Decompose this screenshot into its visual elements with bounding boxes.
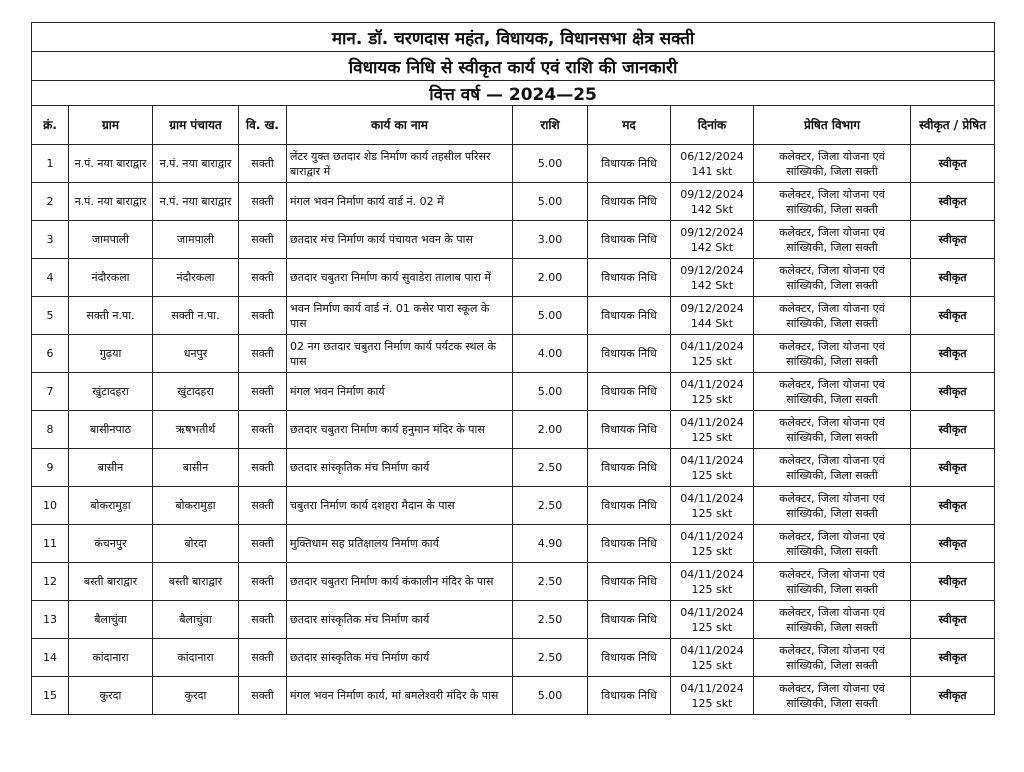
row-status: स्वीकृत — [911, 373, 995, 411]
row-sno: 5 — [32, 297, 69, 335]
row-sno: 1 — [32, 145, 69, 183]
row-vikhand: सक्ती — [239, 373, 287, 411]
row-vikhand: सक्ती — [239, 411, 287, 449]
document-sheet — [31, 22, 994, 715]
row-head: विधायक निधि — [588, 563, 671, 601]
table-row — [32, 639, 995, 677]
row-date-ref: 144 Skt — [690, 316, 734, 330]
row-sno: 3 — [32, 221, 69, 259]
document-title: मान. डॉ. चरणदास महंत, विधायक, विधानसभा क्षेत्र सक्ती — [32, 23, 995, 52]
row-vikhand: सक्ती — [239, 449, 287, 487]
table-row — [32, 259, 995, 297]
row-date — [671, 563, 754, 601]
col-header-status: स्वीकृत / प्रेषित — [911, 106, 995, 145]
row-panchayat: जामपाली — [153, 221, 239, 259]
row-date-value: 04/11/2024 — [680, 453, 744, 467]
row-panchayat: बोरदा — [153, 525, 239, 563]
row-sno: 13 — [32, 601, 69, 639]
row-vikhand: सक्ती — [239, 563, 287, 601]
row-date — [671, 449, 754, 487]
table-row — [32, 297, 995, 335]
row-date — [671, 601, 754, 639]
row-date-ref: 125 skt — [691, 506, 733, 520]
table-row — [32, 525, 995, 563]
col-header-date: दिनांक — [671, 106, 754, 145]
row-work-name: चबुतरा निर्माण कार्य दशहरा मैदान के पास — [287, 487, 513, 525]
row-sno: 10 — [32, 487, 69, 525]
col-header-sno: क्रं. — [32, 106, 69, 145]
row-work-name: छतदार चबुतरा निर्माण कार्य हनुमान मंदिर के पास — [287, 411, 513, 449]
row-work-name: छतदार सांस्कृतिक मंच निर्माण कार्य — [287, 601, 513, 639]
row-vikhand: सक्ती — [239, 601, 287, 639]
title-row-2 — [32, 52, 995, 81]
row-date-ref: 125 skt — [691, 620, 733, 634]
row-amount: 4.00 — [513, 335, 588, 373]
row-panchayat: खुंटादहरा — [153, 373, 239, 411]
row-amount: 2.50 — [513, 639, 588, 677]
row-work-name: छतदार सांस्कृतिक मंच निर्माण कार्य — [287, 449, 513, 487]
row-vikhand: सक्ती — [239, 259, 287, 297]
row-head: विधायक निधि — [588, 183, 671, 221]
row-status: स्वीकृत — [911, 525, 995, 563]
row-date-ref: 125 skt — [691, 582, 733, 596]
row-status: स्वीकृत — [911, 297, 995, 335]
row-date-value: 04/11/2024 — [680, 681, 744, 695]
row-amount: 2.50 — [513, 601, 588, 639]
row-dept: कलेक्टर, जिला योजना एवं सांख्यिकी, जिला सक्ती — [754, 145, 911, 183]
title-row-3 — [32, 81, 995, 106]
col-header-dept: प्रेषित विभाग — [754, 106, 911, 145]
row-head: विधायक निधि — [588, 487, 671, 525]
row-dept: कलेक्टर, जिला योजना एवं सांख्यिकी, जिला सक्ती — [754, 411, 911, 449]
row-dept: कलेक्टर, जिला योजना एवं सांख्यिकी, जिला सक्ती — [754, 525, 911, 563]
row-gram: बासीनपाठ — [69, 411, 153, 449]
table-row — [32, 145, 995, 183]
row-sno: 12 — [32, 563, 69, 601]
row-work-name: छतदार चबुतरा निर्माण कार्य सुवाडेरा तालाब पारा में — [287, 259, 513, 297]
row-gram: न.पं. नया बाराद्वार — [69, 145, 153, 183]
col-header-work: कार्य का नाम — [287, 106, 513, 145]
row-gram: कंचनपुर — [69, 525, 153, 563]
row-gram: बस्ती बाराद्वार — [69, 563, 153, 601]
row-panchayat: बोकरामुड़ा — [153, 487, 239, 525]
row-status: स्वीकृत — [911, 677, 995, 715]
row-date-value: 04/11/2024 — [680, 529, 744, 543]
row-vikhand: सक्ती — [239, 221, 287, 259]
row-amount: 2.50 — [513, 449, 588, 487]
table-row — [32, 449, 995, 487]
col-header-head: मद — [588, 106, 671, 145]
row-panchayat: धनपुर — [153, 335, 239, 373]
row-vikhand: सक्ती — [239, 639, 287, 677]
row-date — [671, 411, 754, 449]
row-status: स्वीकृत — [911, 259, 995, 297]
row-panchayat: बासीन — [153, 449, 239, 487]
row-work-name: छतदार सांस्कृतिक मंच निर्माण कार्य — [287, 639, 513, 677]
row-date-ref: 142 Skt — [690, 278, 734, 292]
row-head: विधायक निधि — [588, 449, 671, 487]
row-work-name: मंगल भवन निर्माण कार्य, मां बमलेश्वरी मंदिर के पास — [287, 677, 513, 715]
row-date-ref: 125 skt — [691, 544, 733, 558]
row-sno: 15 — [32, 677, 69, 715]
row-status: स्वीकृत — [911, 335, 995, 373]
row-date-value: 04/11/2024 — [680, 339, 744, 353]
row-status: स्वीकृत — [911, 145, 995, 183]
row-date — [671, 373, 754, 411]
row-head: विधायक निधि — [588, 639, 671, 677]
row-panchayat: न.पं. नया बाराद्वार — [153, 145, 239, 183]
row-head: विधायक निधि — [588, 335, 671, 373]
row-date-value: 04/11/2024 — [680, 605, 744, 619]
row-gram: कांदानारा — [69, 639, 153, 677]
row-work-name: भवन निर्माण कार्य वार्ड नं. 01 कसेर पारा स्कूल के पास — [287, 297, 513, 335]
row-gram: गुढ़या — [69, 335, 153, 373]
row-status: स्वीकृत — [911, 411, 995, 449]
row-dept: कलेक्टर, जिला योजना एवं सांख्यिकी, जिला सक्ती — [754, 601, 911, 639]
row-gram: नंदौरकला — [69, 259, 153, 297]
row-head: विधायक निधि — [588, 677, 671, 715]
row-dept: कलेक्टर, जिला योजना एवं सांख्यिकी, जिला सक्ती — [754, 487, 911, 525]
row-date-ref: 125 skt — [691, 468, 733, 482]
table-row — [32, 563, 995, 601]
row-amount: 5.00 — [513, 183, 588, 221]
row-head: विधायक निधि — [588, 411, 671, 449]
row-panchayat: बैलाचुंवा — [153, 601, 239, 639]
row-status: स्वीकृत — [911, 639, 995, 677]
row-head: विधायक निधि — [588, 145, 671, 183]
table-row — [32, 601, 995, 639]
row-amount: 2.00 — [513, 259, 588, 297]
row-date-value: 04/11/2024 — [680, 377, 744, 391]
column-header-row — [32, 106, 995, 145]
row-status: स्वीकृत — [911, 183, 995, 221]
row-sno: 8 — [32, 411, 69, 449]
row-sno: 9 — [32, 449, 69, 487]
row-panchayat: कुरदा — [153, 677, 239, 715]
row-date-ref: 142 Skt — [690, 240, 734, 254]
row-work-name: मुक्तिधाम सह प्रतिक्षालय निर्माण कार्य — [287, 525, 513, 563]
row-amount: 2.50 — [513, 487, 588, 525]
row-date-value: 06/12/2024 — [680, 149, 744, 163]
row-gram: बैलाचुंवा — [69, 601, 153, 639]
row-status: स्वीकृत — [911, 563, 995, 601]
row-vikhand: सक्ती — [239, 677, 287, 715]
table-row — [32, 373, 995, 411]
title-row-1 — [32, 23, 995, 52]
row-vikhand: सक्ती — [239, 183, 287, 221]
row-date — [671, 525, 754, 563]
row-date-value: 09/12/2024 — [680, 225, 744, 239]
row-date — [671, 297, 754, 335]
row-work-name: लेंटर युक्त छतदार शेड निर्माण कार्य तहसील परिसर बाराद्वार में — [287, 145, 513, 183]
row-head: विधायक निधि — [588, 601, 671, 639]
row-sno: 14 — [32, 639, 69, 677]
row-date-value: 09/12/2024 — [680, 187, 744, 201]
row-amount: 5.00 — [513, 145, 588, 183]
row-panchayat: सक्ती न.पा. — [153, 297, 239, 335]
row-date — [671, 259, 754, 297]
row-sno: 7 — [32, 373, 69, 411]
row-work-name: 02 नग छतदार चबुतरा निर्माण कार्य पर्यटक स्थल के पास — [287, 335, 513, 373]
row-dept: कलेक्टर, जिला योजना एवं सांख्यिकी, जिला सक्ती — [754, 297, 911, 335]
row-dept: कलेक्टर, जिला योजना एवं सांख्यिकी, जिला सक्ती — [754, 183, 911, 221]
table-row — [32, 411, 995, 449]
table-row — [32, 221, 995, 259]
row-date — [671, 335, 754, 373]
row-date-ref: 125 skt — [691, 354, 733, 368]
row-dept: कलेक्टर, जिला योजना एवं सांख्यिकी, जिला सक्ती — [754, 449, 911, 487]
row-date-ref: 125 skt — [691, 658, 733, 672]
row-date-value: 09/12/2024 — [680, 263, 744, 277]
row-amount: 5.00 — [513, 677, 588, 715]
row-work-name: मंगल भवन निर्माण कार्य वार्ड नं. 02 में — [287, 183, 513, 221]
row-date-ref: 125 skt — [691, 696, 733, 710]
row-amount: 4.90 — [513, 525, 588, 563]
row-work-name: छतदार चबुतरा निर्माण कार्य कंकालीन मंदिर के पास — [287, 563, 513, 601]
col-header-panchayat: ग्राम पंचायत — [153, 106, 239, 145]
row-amount: 3.00 — [513, 221, 588, 259]
row-panchayat: न.पं. नया बाराद्वार — [153, 183, 239, 221]
row-amount: 5.00 — [513, 373, 588, 411]
row-dept: कलेक्टर, जिला योजना एवं सांख्यिकी, जिला सक्ती — [754, 259, 911, 297]
row-panchayat: नंदौरकला — [153, 259, 239, 297]
row-head: विधायक निधि — [588, 259, 671, 297]
row-head: विधायक निधि — [588, 221, 671, 259]
row-dept: कलेक्टर, जिला योजना एवं सांख्यिकी, जिला सक्ती — [754, 335, 911, 373]
row-gram: बोकरामुड़ा — [69, 487, 153, 525]
works-table — [31, 22, 995, 715]
row-date — [671, 677, 754, 715]
row-date-value: 04/11/2024 — [680, 567, 744, 581]
row-work-name: छतदार मंच निर्माण कार्य पंचायत भवन के पास — [287, 221, 513, 259]
row-panchayat: कांदानारा — [153, 639, 239, 677]
table-row — [32, 677, 995, 715]
row-sno: 2 — [32, 183, 69, 221]
row-amount: 2.50 — [513, 563, 588, 601]
col-header-vikhand: वि. ख. — [239, 106, 287, 145]
row-sno: 6 — [32, 335, 69, 373]
row-vikhand: सक्ती — [239, 487, 287, 525]
row-status: स्वीकृत — [911, 601, 995, 639]
row-date-value: 09/12/2024 — [680, 301, 744, 315]
row-gram: न.पं. नया बाराद्वार — [69, 183, 153, 221]
row-status: स्वीकृत — [911, 221, 995, 259]
row-panchayat: ऋषभतीर्थ — [153, 411, 239, 449]
row-date — [671, 221, 754, 259]
row-amount: 5.00 — [513, 297, 588, 335]
row-status: स्वीकृत — [911, 487, 995, 525]
row-panchayat: बस्ती बाराद्वार — [153, 563, 239, 601]
row-date-ref: 125 skt — [691, 392, 733, 406]
row-gram: सक्ती न.पा. — [69, 297, 153, 335]
row-date — [671, 487, 754, 525]
table-row — [32, 183, 995, 221]
row-gram: बासीन — [69, 449, 153, 487]
document-subtitle: विधायक निधि से स्वीकृत कार्य एवं राशि की जानकारी — [32, 52, 995, 81]
row-date-value: 04/11/2024 — [680, 643, 744, 657]
table-row — [32, 335, 995, 373]
table-body — [32, 145, 995, 715]
row-dept: कलेक्टर, जिला योजना एवं सांख्यिकी, जिला सक्ती — [754, 221, 911, 259]
row-sno: 11 — [32, 525, 69, 563]
row-gram: खुंटादहरा — [69, 373, 153, 411]
row-vikhand: सक्ती — [239, 335, 287, 373]
row-gram: कुरदा — [69, 677, 153, 715]
col-header-gram: ग्राम — [69, 106, 153, 145]
row-sno: 4 — [32, 259, 69, 297]
row-date-ref: 125 skt — [691, 430, 733, 444]
row-date — [671, 145, 754, 183]
row-amount: 2.00 — [513, 411, 588, 449]
row-vikhand: सक्ती — [239, 145, 287, 183]
row-gram: जामपाली — [69, 221, 153, 259]
row-date-value: 04/11/2024 — [680, 415, 744, 429]
row-dept: कलेक्टर, जिला योजना एवं सांख्यिकी, जिला सक्ती — [754, 563, 911, 601]
financial-year: वित्त वर्ष — 2024—25 — [32, 81, 995, 106]
row-work-name: मंगल भवन निर्माण कार्य — [287, 373, 513, 411]
row-head: विधायक निधि — [588, 373, 671, 411]
row-dept: कलेक्टर, जिला योजना एवं सांख्यिकी, जिला सक्ती — [754, 639, 911, 677]
row-head: विधायक निधि — [588, 525, 671, 563]
col-header-amount: राशि — [513, 106, 588, 145]
row-status: स्वीकृत — [911, 449, 995, 487]
row-date — [671, 183, 754, 221]
row-dept: कलेक्टर, जिला योजना एवं सांख्यिकी, जिला सक्ती — [754, 373, 911, 411]
row-date-value: 04/11/2024 — [680, 491, 744, 505]
table-row — [32, 487, 995, 525]
row-dept: कलेक्टर, जिला योजना एवं सांख्यिकी, जिला सक्ती — [754, 677, 911, 715]
row-vikhand: सक्ती — [239, 297, 287, 335]
row-vikhand: सक्ती — [239, 525, 287, 563]
row-date — [671, 639, 754, 677]
row-date-ref: 141 skt — [691, 164, 733, 178]
row-date-ref: 142 Skt — [690, 202, 734, 216]
row-head: विधायक निधि — [588, 297, 671, 335]
